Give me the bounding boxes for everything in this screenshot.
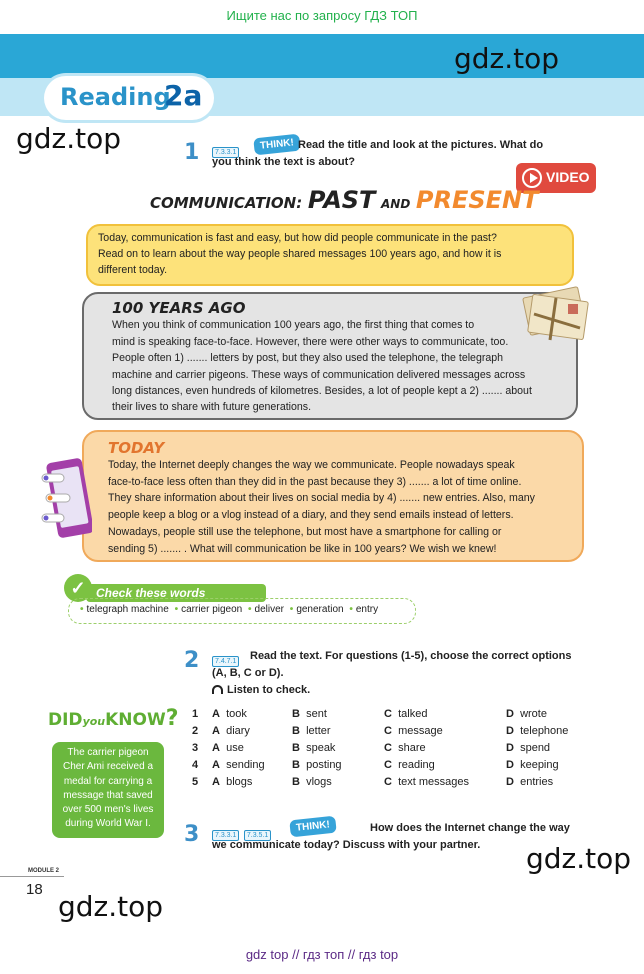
think-label: THINK!	[289, 816, 336, 838]
option-letter: A	[212, 708, 220, 720]
option-letter: D	[506, 725, 514, 737]
watermark: gdz.top	[454, 42, 560, 75]
option-letter: C	[384, 708, 392, 720]
option-d[interactable]: telephone	[520, 725, 569, 737]
play-icon	[522, 168, 542, 188]
question-number: 1	[192, 708, 199, 720]
think-badge	[254, 134, 300, 153]
word-item: carrier pigeon	[181, 604, 243, 615]
option-letter: A	[212, 776, 220, 788]
article-title	[150, 186, 539, 214]
bottom-banner[interactable]: gdz top // гдз топ // гдз top	[245, 947, 399, 962]
section-label: Reading	[60, 83, 171, 111]
today-section	[82, 430, 584, 562]
option-letter: D	[506, 776, 514, 788]
word-item: telegraph machine	[86, 604, 169, 615]
text-line: mind is speaking face-to-face. However, there were other ways to communicate, too.	[112, 335, 509, 348]
option-c[interactable]: text messages	[398, 776, 469, 788]
option-letter: D	[506, 742, 514, 754]
title-part: PAST	[307, 186, 376, 214]
task3-line2: we communicate today? Discuss with your partner.	[212, 839, 481, 851]
option-letter: A	[212, 759, 220, 771]
skill-code: 7.4.7.1	[212, 656, 239, 667]
option-c[interactable]: share	[398, 742, 426, 754]
option-letter: D	[506, 759, 514, 771]
text-line: People often 1) ....... letters by post, but they also used the telephone, the telegraph	[112, 352, 504, 365]
option-letter: B	[292, 725, 300, 737]
option-d[interactable]: entries	[520, 776, 554, 788]
task3-line1: How does the Internet change the way	[370, 822, 570, 834]
option-b[interactable]: speak	[306, 742, 336, 754]
option-a[interactable]: blogs	[226, 776, 253, 788]
fact-panel	[52, 742, 164, 838]
text-line: They share information about their lives on social media by 4) ....... new entries. Also, many	[108, 492, 535, 505]
listen-label: Listen to check.	[227, 684, 311, 696]
task-number: 3	[184, 822, 200, 847]
option-letter: A	[212, 725, 220, 737]
title-part: COMMUNICATION:	[150, 194, 303, 212]
option-b[interactable]: sent	[306, 708, 327, 720]
option-b[interactable]: letter	[306, 725, 331, 737]
headphones-icon	[212, 685, 223, 694]
unit-label: 2a	[164, 79, 203, 112]
option-letter: C	[384, 725, 392, 737]
text-line: machine and carrier pigeons. These ways of communication delivered messages across	[112, 368, 526, 381]
divider	[0, 876, 64, 877]
task-number: 1	[184, 140, 200, 165]
text-line: long distances, even hundreds of kilometres. Besides, a lot of people kept a 2) ....... about	[112, 385, 532, 398]
text-line: their lives to share with future generations.	[112, 401, 312, 414]
option-letter: B	[292, 742, 300, 754]
page-number: 18	[26, 881, 43, 898]
task1-line1: Read the title and look at the pictures. What do	[298, 139, 544, 151]
fact-line: The carrier pigeon	[67, 747, 149, 758]
option-letter: C	[384, 742, 392, 754]
title-part: KNOW	[105, 710, 166, 730]
watermark: gdz.top	[526, 842, 632, 875]
section-title	[44, 76, 214, 120]
option-letter: C	[384, 759, 392, 771]
think-label: THINK!	[253, 134, 300, 156]
title-part: DID	[48, 710, 83, 730]
word-item: deliver	[254, 604, 285, 615]
fact-line: over 500 men's lives	[62, 804, 154, 816]
fact-line: Cher Ami received a	[62, 761, 154, 773]
intro-line: different today.	[98, 264, 168, 276]
smartphone-icon	[40, 458, 92, 540]
today-heading: TODAY	[108, 439, 165, 457]
check-words-list: • telegraph machine • carrier pigeon • deliver • generation • entry	[68, 598, 416, 624]
title-part: AND	[381, 197, 411, 211]
question-number: 5	[192, 776, 199, 788]
task-number: 2	[184, 648, 200, 673]
title-part: PRESENT	[415, 186, 539, 214]
task2-line2: (A, B, C or D).	[212, 667, 284, 679]
option-letter: A	[212, 742, 220, 754]
intro-line: Today, communication is fast and easy, but how did people communicate in the past?	[98, 232, 497, 244]
option-letter: B	[292, 708, 300, 720]
fact-line: during World War I.	[65, 818, 151, 830]
text-line: Nowadays, people still use the telephone, but most have a smartphone for calling or	[108, 525, 502, 538]
option-a[interactable]: sending	[226, 759, 265, 771]
question-number: 3	[192, 742, 199, 754]
option-d[interactable]: spend	[520, 742, 551, 754]
watermark: gdz.top	[16, 122, 122, 155]
text-line: sending 5) ....... . What will communication be like in 100 years? We wish we knew!	[108, 542, 497, 555]
option-d[interactable]: wrote	[520, 708, 547, 720]
skill-code: 7.3.3.1	[212, 830, 239, 841]
title-part: you	[82, 715, 106, 728]
word-item: generation	[296, 604, 344, 615]
question-number: 4	[192, 759, 199, 771]
option-c[interactable]: talked	[398, 708, 428, 720]
text-line: people keep a blog or a vlog instead of a diary, and they send emails instead of letters.	[108, 509, 514, 522]
option-d[interactable]: keeping	[520, 759, 559, 771]
option-c[interactable]: message	[398, 725, 443, 737]
intro-line: Read on to learn about the way people shared messages 100 years ago, and how it is	[98, 248, 502, 260]
task1-line2: you think the text is about?	[212, 156, 356, 168]
past-section	[82, 292, 578, 420]
text-line: Today, the Internet deeply changes the way we communicate. People nowadays speak	[108, 458, 515, 471]
did-you-know-title	[48, 706, 179, 731]
fact-line: message that saved	[63, 789, 153, 801]
did-you-know-box	[48, 706, 179, 838]
think-badge	[290, 816, 336, 835]
options-grid	[192, 708, 612, 800]
intro-box	[86, 224, 574, 286]
watermark: gdz.top	[58, 890, 164, 923]
check-words-label: Check these words	[86, 584, 266, 602]
checkmark-icon: ✓	[64, 574, 92, 602]
option-letter: C	[384, 776, 392, 788]
option-b[interactable]: posting	[306, 759, 342, 771]
skill-code: 7.3.3.1	[212, 147, 239, 158]
title-part: ?	[165, 706, 179, 731]
option-a[interactable]: use	[226, 742, 244, 754]
module-label: MODULE 2	[28, 868, 60, 874]
option-letter: B	[292, 759, 300, 771]
letters-icon	[520, 284, 592, 344]
word-item: entry	[355, 604, 379, 615]
option-a[interactable]: diary	[226, 725, 250, 737]
option-b[interactable]: vlogs	[306, 776, 332, 788]
fact-line: medal for carrying a	[63, 775, 153, 787]
past-heading: 100 YEARS AGO	[112, 299, 246, 317]
text-line: face-to-face less often than they did in the past because they 3) ....... a lot of time online.	[108, 475, 522, 488]
skill-code: 7.3.5.1	[244, 830, 271, 841]
option-letter: B	[292, 776, 300, 788]
question-number: 2	[192, 725, 199, 737]
top-banner[interactable]: Ищите нас по запросу ГДЗ ТОП	[226, 8, 418, 23]
option-letter: D	[506, 708, 514, 720]
option-a[interactable]: took	[226, 708, 247, 720]
task2-line1: Read the text. For questions (1-5), choose the correct options	[250, 650, 572, 662]
video-label: VIDEO	[546, 169, 590, 185]
task2-line3	[212, 682, 310, 699]
text-line: When you think of communication 100 years ago, the first thing that comes to	[112, 319, 475, 332]
option-c[interactable]: reading	[398, 759, 435, 771]
